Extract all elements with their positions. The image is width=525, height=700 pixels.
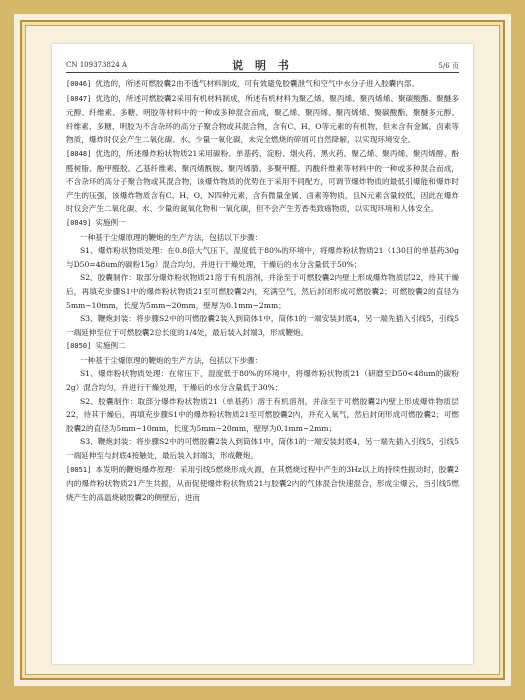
paragraph-0051	[66, 463, 459, 505]
paragraph-number: [0049]	[66, 218, 92, 227]
paragraph-text: S3、鞭炮封装：将步骤S2中的可燃胶囊2装入到筒体1中，筒体1的一端安装封底4，另一端先插入引线5，引线5一端延伸至与封底4接触处，最后装入封端3，形成鞭炮。	[66, 437, 459, 461]
paragraph-0047	[66, 92, 459, 147]
paragraph-text: S3、鞭炮封装：将步骤S2中的可燃胶囊2装入到筒体1中，筒体1的一端安装封底4，另一端先插入引线5，引线5一端延伸至位于可燃胶囊2总长度的1/4处，最后装入封端3，形成鞭炮。	[66, 314, 459, 337]
paragraph-0050	[66, 339, 459, 354]
paragraph-text: S1、爆炸粉状物质处理：在常压下，湿度低于80%的环境中，将爆炸粉状物质21（研磨至D50<48um的碳粉2g）混合均匀，并进行干燥处理，干燥后的水分含量低于30%；	[66, 369, 459, 393]
page-number: 5/6 页	[438, 62, 459, 70]
paragraph-number: [0050]	[66, 342, 92, 351]
paragraph-number: [0048]	[66, 149, 92, 158]
paragraph-number: [0051]	[66, 465, 92, 474]
paragraph-method-intro-1	[66, 231, 459, 245]
paragraph-0046	[66, 77, 459, 92]
paragraph-0049	[66, 216, 459, 231]
section-heading: 实施例一	[95, 217, 126, 227]
paragraph-step-s2-b	[66, 395, 459, 436]
paragraph-text: 本发明的鞭炮爆炸原理：采用引线5燃烧形成火源，在其燃烧过程中产生的3Hz以上的持续性振动时，胶囊2内的爆炸粉状物质21产生共振，从而促使爆炸粉状物质21与胶囊2内的气体混合快速混合，形成尘爆云，当引线5燃烧产生的高温烧破胶囊2的侧壁后，进而	[66, 464, 459, 502]
paragraph-text: 优选的，所述可燃胶囊2采用有机材料制成，所述有机材料为聚乙烯、聚丙烯、聚丙烯烯、聚碳酸酯、聚醚多元醇、纤维素、多糖、明胶等材料中的一种或多种混合而成，聚乙烯、聚丙烯、聚丙烯烯、聚碳酸酯、聚醚多元醇、纤维素、多糖、明胶为不含杂环的高分子聚合物或其混合物，含有C、H、O等元素的有机物，但未含有金属、卤素等物质，爆炸时仅会产生二氧化碳、水、少量一氧化碳，未完全燃烧的碎屑可自然降解，以实现环境安全。	[66, 93, 459, 145]
page-header	[66, 52, 459, 70]
paragraph-step-s2-a	[66, 271, 459, 312]
paragraph-text: S2、胶囊制作：取部分爆炸粉状物质21溶于有机溶剂，并涂至于可燃胶囊2内壁上形成爆炸物质层22，待其干燥后，再填充步骤S1中的爆炸粉状物质21至可燃胶囊2内，充满空气，然后封闭形成可燃胶囊2；可燃胶囊2的直径为5mm~10mm，长度为5mm~20mm，壁厚为0.1mm~2mm；	[66, 273, 459, 310]
paragraph-text: 优选的，所述爆炸粉状物质21采用碳粉、单基药、淀粉、烟火药、黑火药、聚乙烯、聚丙烯、聚丙烯醇、酚醛树脂、酚甲醛胶、乙基纤维素、聚丙烯酰胺、聚丙烯腈、多聚甲醛、丙酸纤维素等材料中的一种或多种混合而成，不含杂环的高分子聚合物或其混合物，该爆炸物质的优势在于采用不同配方，可调节爆炸物质的最低引爆能和爆炸时产生的压强，该爆炸物质含有C、H、O、N四种元素，含有微量金属、卤素等物质，且N元素含量较低，因此在爆炸时仅会产生二氧化碳、水、少量的氮氧化物和一氧化碳，但不会产生芳香类致癌物质，以实现环境和人体安全。	[66, 148, 459, 214]
paragraph-step-s3-a	[66, 312, 459, 339]
patent-number: CN 109373824 A	[66, 61, 128, 69]
paragraph-number: [0047]	[66, 94, 92, 103]
paragraph-method-intro-2	[66, 354, 459, 368]
header-rule	[66, 72, 459, 73]
document-title: 说 明 书	[232, 59, 293, 72]
paragraph-text: 优选的，所述可燃胶囊2由不透气材料制成，可有效避免胶囊泄气和空气中水分子进入胶囊内部。	[95, 79, 420, 88]
paragraph-number: [0046]	[66, 80, 92, 88]
document-body	[66, 77, 459, 504]
paragraph-text: 一种基于尘爆原理的鞭炮的生产方法，包括以下步骤：	[80, 232, 263, 242]
document-page	[52, 44, 473, 664]
paragraph-text: S1、爆炸粉状物质处理：在0.8倍大气压下，湿度低于80%的环境中，将爆炸粉状物质21（130目的单基药30g与D50=48um的碳粉15g）混合均匀，并进行干燥处理，干燥后的水分含量低于50%；	[66, 246, 459, 269]
paragraph-step-s3-b	[66, 435, 459, 462]
paragraph-step-s1-b	[66, 367, 459, 394]
paragraph-0048	[66, 147, 459, 216]
paragraph-text: 一种基于尘爆原理的鞭炮的生产方法，包括以下步骤：	[80, 355, 263, 365]
section-heading: 实施例二	[95, 341, 126, 351]
paragraph-text: S2、胶囊制作：取部分爆炸粉状物质21（单基药）溶于有机溶剂，并涂至于可燃胶囊2内壁上形成爆炸物质层22，待其干燥后，再填充步骤S1中的爆炸粉状物质21至可燃胶囊2内，并充入氧气，然后封闭形成可燃胶囊2；可燃胶囊2的直径为5mm~10mm，长度为5mm~20mm，壁厚为0.1mm~2mm；	[66, 396, 459, 433]
paragraph-step-s1-a	[66, 244, 459, 271]
